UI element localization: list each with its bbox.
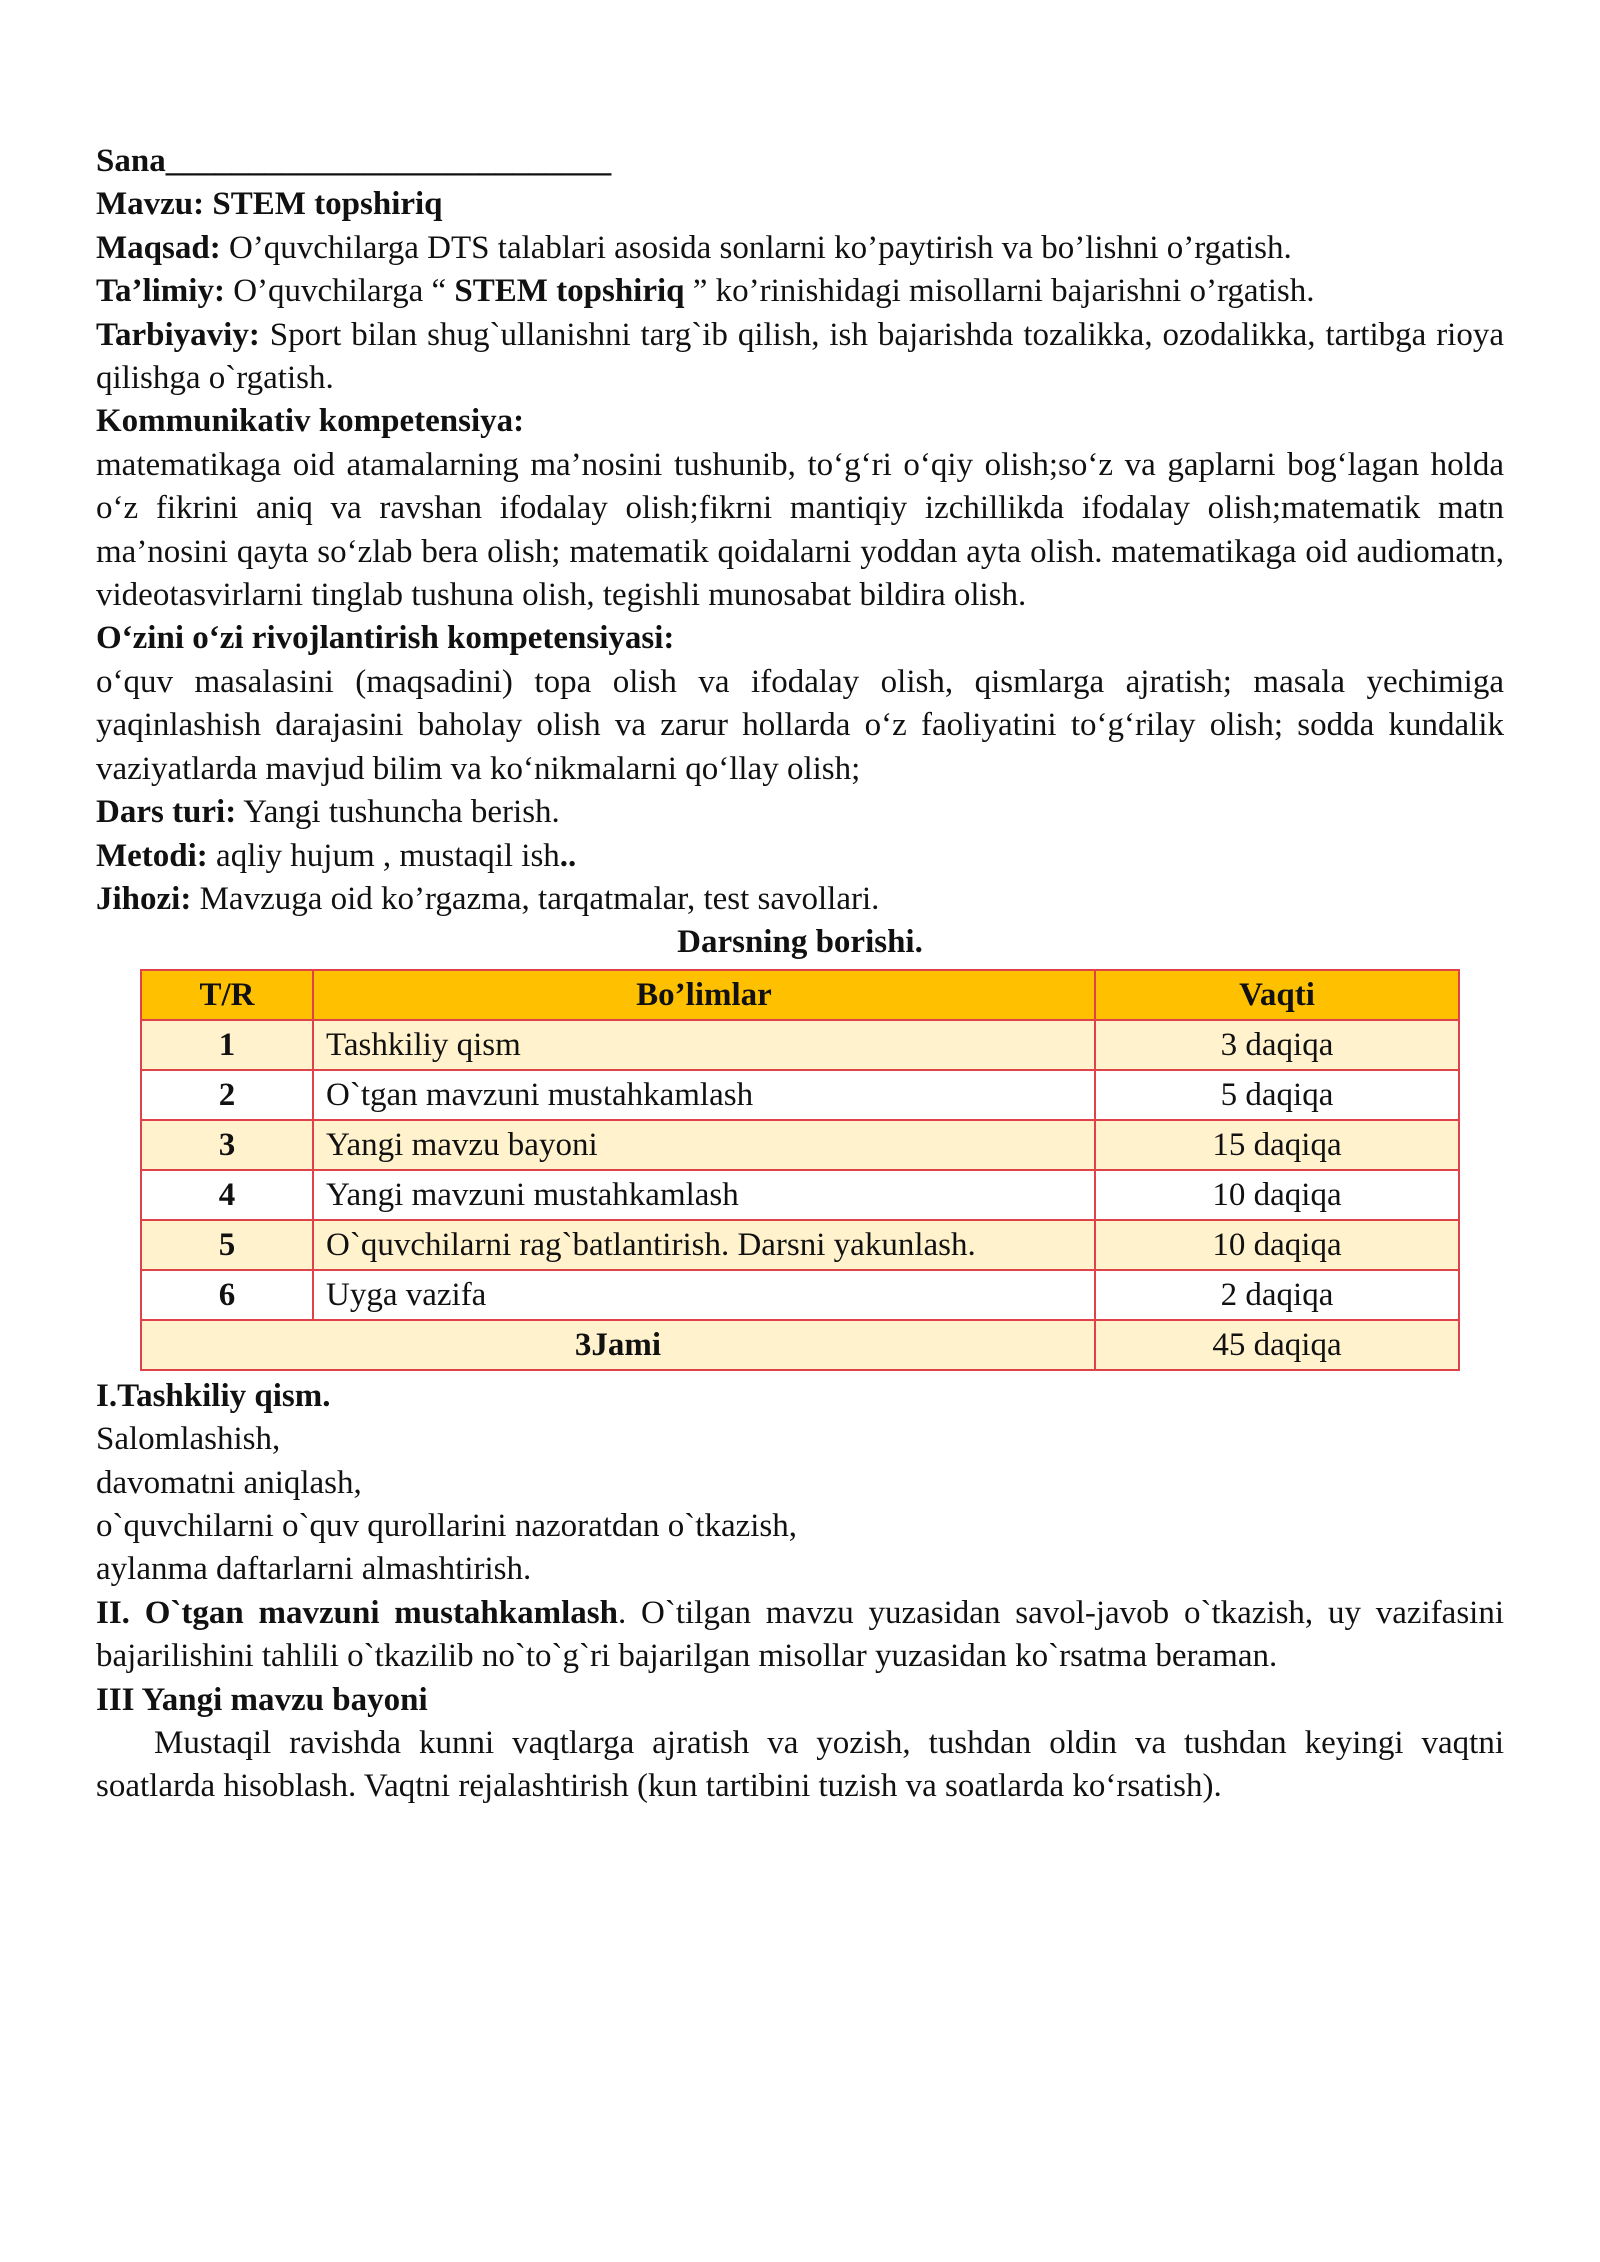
section-3-title-text: III Yangi mavzu bayoni <box>96 1681 428 1718</box>
talimiy-post: ” ko’rinishidagi misollarni bajarishni o’rgatish. <box>684 273 1315 310</box>
mavzu-label: Mavzu: STEM topshiriq <box>96 186 443 223</box>
section-1-title <box>96 1375 1504 1418</box>
talimiy-label: Ta’limiy: <box>96 273 225 310</box>
tarbiyaviy-label: Tarbiyaviy: <box>96 316 260 353</box>
row-number: 5 <box>141 1220 313 1270</box>
row-section: O`tgan mavzuni mustahkamlash <box>313 1070 1095 1120</box>
table-row <box>141 1220 1459 1270</box>
row-time: 3 daqiqa <box>1095 1020 1459 1070</box>
jihozi-text: Mavzuga oid ko’rgazma, tarqatmalar, test savollari. <box>191 880 880 917</box>
row-time: 10 daqiqa <box>1095 1170 1459 1220</box>
row-number: 3 <box>141 1120 313 1170</box>
lesson-plan-table <box>140 969 1460 1371</box>
talimiy-bold: STEM topshiriq <box>454 273 685 310</box>
row-number: 2 <box>141 1070 313 1120</box>
dars-turi-text: Yangi tushuncha berish. <box>236 794 560 831</box>
plan-title: Darsning borishi. <box>677 924 923 961</box>
header-bolimlar: Bo’limlar <box>313 970 1095 1020</box>
metodi-line <box>96 835 1504 878</box>
table-row <box>141 1070 1459 1120</box>
table-header-row <box>141 970 1459 1020</box>
table-total-row <box>141 1320 1459 1370</box>
row-number: 4 <box>141 1170 313 1220</box>
row-time: 2 daqiqa <box>1095 1270 1459 1320</box>
row-time: 15 daqiqa <box>1095 1120 1459 1170</box>
total-time: 45 daqiqa <box>1095 1320 1459 1370</box>
section-1-line: Salomlashish, <box>96 1421 281 1458</box>
row-section: Uyga vazifa <box>313 1270 1095 1320</box>
row-time: 10 daqiqa <box>1095 1220 1459 1270</box>
table-row <box>141 1020 1459 1070</box>
jihozi-label: Jihozi: <box>96 880 192 917</box>
row-section: Yangi mavzu bayoni <box>313 1120 1095 1170</box>
header-vaqti: Vaqti <box>1095 970 1459 1020</box>
table-row <box>141 1120 1459 1170</box>
row-number: 1 <box>141 1020 313 1070</box>
mavzu-line <box>96 183 1504 226</box>
kommunikativ-text: matematikaga oid atamalarning ma’nosini tushunib, to‘g‘ri o‘qiy olish;so‘z va gaplarni bog‘lagan holda o‘z fikrini aniq va ravshan ifodalay olish;fikrni mantiqiy izchillikda ifodalay olish;matematik matn ma’nosini qayta so‘zlab bera olish; matematik qoidalarni yoddan ayta olish. matematikaga oid audiomatn, videotasvirlarni tinglab tushuna olish, tegishli munosabat bildira olish. <box>96 446 1504 614</box>
section-2-title: II. O`tgan mavzuni mustahkamlash <box>96 1594 618 1631</box>
sana-blank: ___________________________ <box>165 143 612 179</box>
header-tr: T/R <box>141 970 313 1020</box>
row-section: Tashkiliy qism <box>313 1020 1095 1070</box>
section-1-title-text: I.Tashkiliy qism. <box>96 1377 331 1414</box>
ozini-label: O‘zini o‘zi rivojlantirish kompetensiyasi: <box>96 620 675 657</box>
sana-line <box>96 140 1504 183</box>
section-3-title <box>96 1679 1504 1722</box>
plan-title-line <box>96 921 1504 964</box>
row-number: 6 <box>141 1270 313 1320</box>
talimiy-paragraph <box>96 270 1504 313</box>
metodi-end: .. <box>559 837 577 874</box>
talimiy-pre: O’quvchilarga “ <box>224 273 455 310</box>
table-row <box>141 1170 1459 1220</box>
kommunikativ-label: Kommunikativ kompetensiya: <box>96 403 525 440</box>
row-time: 5 daqiqa <box>1095 1070 1459 1120</box>
section-3-text: Mustaqil ravishda kunni vaqtlarga ajratish va yozish, tushdan oldin va tushdan keyingi vaqtni soatlarda hisoblash. Vaqtni rejalashtirish (kun tartibini tuzish va soatlarda ko‘rsatish). <box>96 1724 1504 1805</box>
jihozi-line <box>96 878 1504 921</box>
ozini-text: o‘quv masalasini (maqsadini) topa olish va ifodalay olish, qismlarga ajratish; masala yechimiga yaqinlashish darajasini baholay olish va zarur hollarda o‘z faoliyatini to‘g‘rilay olish; sodda kundalik vaziyatlarda mavjud bilim va ko‘nikmalarni qo‘llay olish; <box>96 663 1504 787</box>
dars-turi-label: Dars turi: <box>96 794 237 831</box>
tarbiyaviy-paragraph <box>96 314 1504 401</box>
row-section: Yangi mavzuni mustahkamlash <box>313 1170 1095 1220</box>
section-2-paragraph <box>96 1592 1504 1679</box>
table-row <box>141 1270 1459 1320</box>
kommunikativ-heading <box>96 400 1504 443</box>
section-1-line: davomatni aniqlash, <box>96 1464 362 1501</box>
maqsad-paragraph <box>96 227 1504 270</box>
section-2-text: . O`tilgan mavzu yuzasidan savol-javob o`tkazish, uy vazifasini bajarilishini tahlili o`tkazilib no`to`g`ri bajarilgan misollar yuzasidan ko`rsatma beraman. <box>96 1594 1504 1675</box>
document-content <box>96 140 1504 1809</box>
row-section: O`quvchilarni rag`batlantirish. Darsni yakunlash. <box>313 1220 1095 1270</box>
maqsad-label: Maqsad: <box>96 229 221 266</box>
metodi-text: aqliy hujum , mustaqil ish <box>207 837 560 874</box>
sana-label: Sana <box>96 143 166 179</box>
section-1-line: aylanma daftarlarni almashtirish. <box>96 1551 532 1588</box>
ozini-heading <box>96 617 1504 660</box>
dars-turi-line <box>96 791 1504 834</box>
section-1-line: o`quvchilarni o`quv qurollarini nazoratdan o`tkazish, <box>96 1507 798 1544</box>
tarbiyaviy-text: Sport bilan shug`ullanishni targ`ib qilish, ish bajarishda tozalikka, ozodalikka, tartibga rioya qilishga o`rgatish. <box>96 316 1504 397</box>
total-label: 3Jami <box>141 1320 1095 1370</box>
metodi-label: Metodi: <box>96 837 208 874</box>
maqsad-text: O’quvchilarga DTS talablari asosida sonlarni ko’paytirish va bo’lishni o’rgatish. <box>220 229 1292 266</box>
